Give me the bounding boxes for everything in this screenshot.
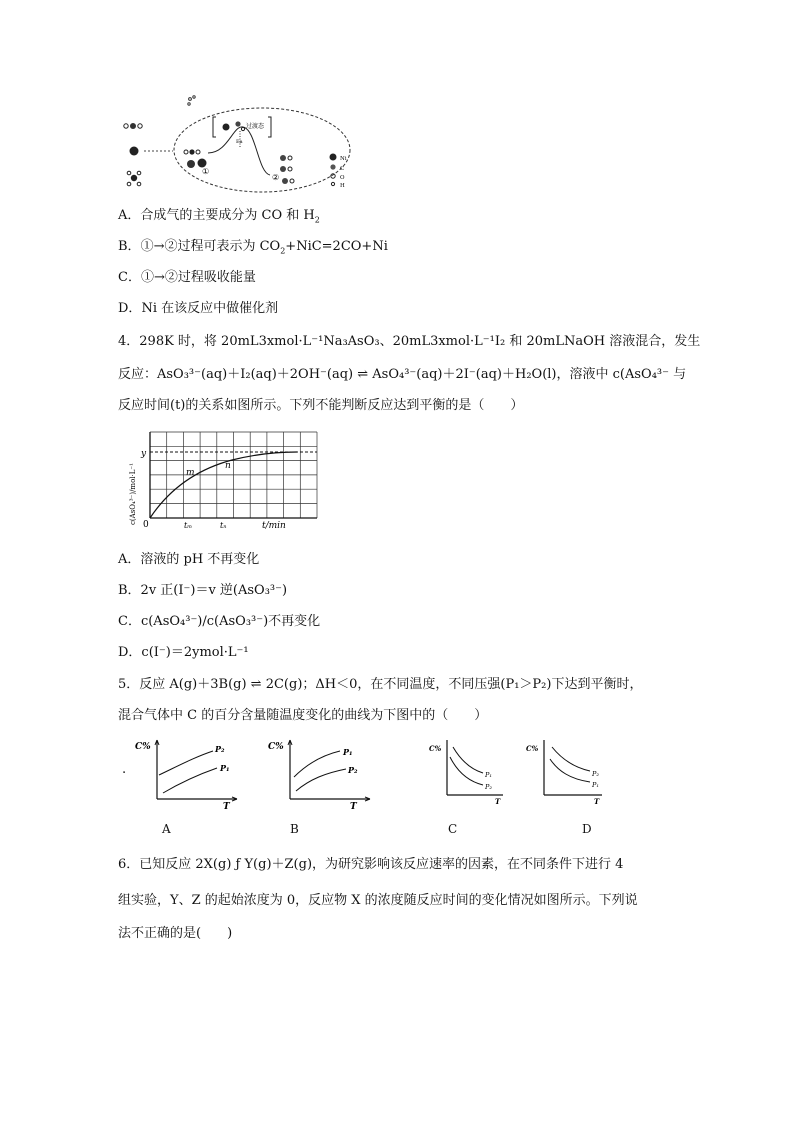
q4-stem-line-1: 4．298K 时，将 20mL3xmol·L⁻¹Na₃AsO₃、20mL3xmol·L⁻¹I₂ 和 20mLNaOH 溶液混合，发生	[118, 334, 701, 349]
q5-stray-dot: .	[122, 762, 127, 777]
svg-text:P₁: P₁	[220, 763, 230, 773]
ch4-molecule-icon	[127, 171, 141, 186]
q4-option-c: C．c(AsO₄³⁻)/c(AsO₃³⁻)不再变化	[118, 614, 321, 629]
transition-state-label: 过渡态	[246, 123, 265, 130]
q5-a-curve-bottom	[163, 768, 217, 793]
q4-grid	[150, 432, 317, 518]
legend-c: C	[340, 166, 345, 172]
q5-b-curve-bottom	[296, 769, 346, 791]
q4-stem-line-3: 反应时间(t)的关系如图所示。下列不能判断反应达到平衡的是（ ）	[118, 398, 524, 413]
ni-atom-icon	[130, 147, 139, 156]
svg-text:P₂: P₂	[592, 770, 599, 778]
step-1-label: ①	[202, 167, 210, 176]
q5-a-curve-top	[159, 751, 213, 775]
q5-label-a: A	[162, 822, 171, 836]
q4-option-d: D．c(I⁻)＝2ymol·L⁻¹	[118, 645, 249, 660]
q5-label-b: B	[290, 822, 299, 836]
legend-ni: Ni	[340, 156, 347, 162]
mechanism-figure	[118, 95, 358, 195]
reaction-ellipse	[174, 108, 350, 192]
q4-y-label: c(AsO₄³⁻)/mol·L⁻¹	[129, 463, 137, 525]
svg-text:T: T	[495, 797, 501, 805]
svg-text:P₂: P₂	[215, 744, 225, 754]
q5-stem-line-1: 5．反应 A(g)＋3B(g) ⇌ 2C(g)；ΔH＜0，在不同温度，不同压强(P₁＞P₂)下达到平衡时，	[118, 677, 643, 692]
q4-ytick-y: y	[141, 449, 147, 459]
q5-label-c: C	[448, 822, 458, 836]
q3-option-c: C．①→②过程吸收能量	[118, 270, 256, 285]
svg-text:C%: C%	[526, 744, 539, 753]
q4-curve	[150, 452, 297, 518]
q3-option-d: D．Ni 在该反应中做催化剂	[118, 301, 279, 316]
q3-option-b: B．①→②过程可表示为 $CO_2+NiC=2CO+Ni$	[118, 239, 388, 256]
q5-graph-c	[425, 735, 515, 805]
svg-text:Ea: Ea	[236, 139, 243, 145]
q4-xtick-tn: tₙ	[220, 521, 227, 530]
q5-graph-b	[268, 735, 378, 813]
q5-label-d: D	[582, 822, 592, 836]
q5-graph-d	[522, 735, 612, 805]
svg-text:P₁: P₁	[485, 771, 492, 779]
svg-text:P₂: P₂	[348, 765, 358, 775]
svg-text:T: T	[223, 802, 230, 812]
legend-o: O	[340, 175, 345, 181]
svg-text:C%: C%	[268, 742, 284, 752]
svg-text:P₂: P₂	[485, 783, 492, 791]
step-2-label: ②	[272, 173, 280, 182]
legend-h: H	[340, 183, 345, 189]
q5-graph-a	[135, 735, 245, 813]
svg-text:P₁: P₁	[343, 747, 353, 757]
svg-text:T: T	[594, 797, 600, 805]
q4-point-n: n	[225, 461, 231, 471]
q6-stem-line-2: 组实验，Y、Z 的起始浓度为 0，反应物 X 的浓度随反应时间的变化情况如图所示。下列说	[118, 893, 638, 908]
q4-origin: 0	[143, 520, 149, 530]
q4-concentration-chart	[122, 430, 322, 535]
q4-stem-line-2: 反应：AsO₃³⁻(aq)＋I₂(aq)＋2OH⁻(aq) ⇌ AsO₄³⁻(aq)＋2I⁻(aq)＋H₂O(l)，溶液中 c(AsO₄³⁻ 与	[118, 367, 687, 382]
q4-point-m: m	[186, 468, 195, 478]
svg-text:C%: C%	[429, 744, 442, 753]
energy-curve	[208, 127, 270, 175]
q5-d-curve-bottom	[550, 759, 590, 782]
q4-option-a: A．溶液的 pH 不再变化	[118, 552, 260, 567]
co2-molecule-icon	[124, 123, 142, 129]
q6-stem-line-1: 6．已知反应 2X(g) ƒ Y(g)＋Z(g)，为研究影响该反应速率的因素，在不同条件下进行 4	[118, 857, 624, 872]
q6-stem-line-3: 法不正确的是( )	[118, 926, 233, 941]
q4-xtick-tm: tₘ	[184, 521, 193, 530]
q5-stem-line-2: 混合气体中 C 的百分含量随温度变化的曲线为下图中的（ ）	[118, 708, 488, 723]
svg-text:T: T	[350, 802, 357, 812]
svg-text:C%: C%	[135, 742, 151, 752]
q4-x-label: t/min	[262, 521, 286, 531]
q4-option-b: B．2v 正(I⁻)＝v 逆(AsO₃³⁻)	[118, 583, 288, 598]
q3-option-a: A．合成气的主要成分为 CO 和 $H_2$	[118, 208, 320, 225]
svg-text:P₁: P₁	[592, 781, 599, 789]
q5-b-curve-top	[294, 751, 340, 777]
